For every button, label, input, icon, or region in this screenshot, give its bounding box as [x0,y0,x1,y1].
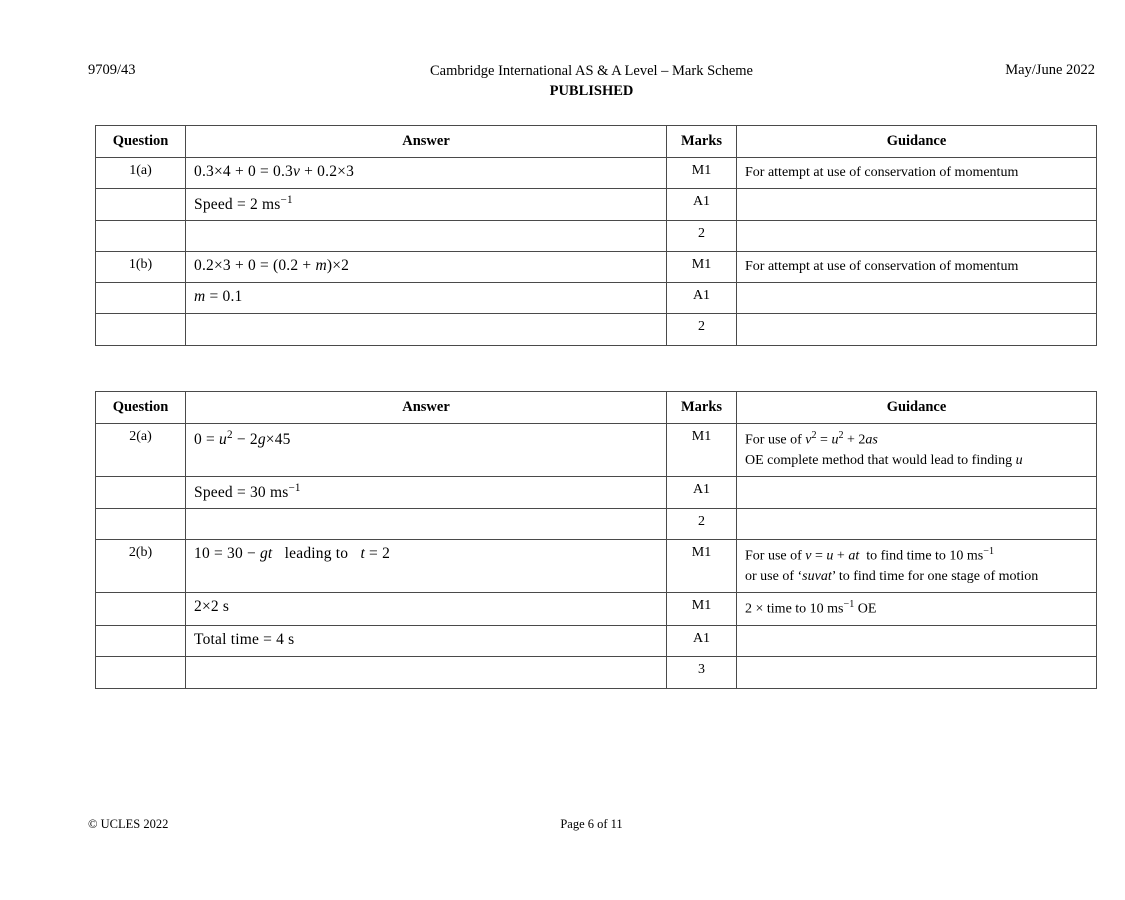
table-row [96,508,1097,539]
marks-cell: 3 [667,657,737,688]
table-row [96,539,1097,592]
marks-cell: M1 [667,424,737,477]
mark-scheme-title: Cambridge International AS & A Level – Mark Scheme [430,63,753,79]
table-row [96,283,1097,314]
column-header-answer: Answer [186,392,667,424]
table-row [96,626,1097,657]
answer-cell [186,220,667,251]
marks-cell: M1 [667,539,737,592]
guidance-cell [737,314,1097,345]
column-header-marks: Marks [667,392,737,424]
answer-cell: m = 0.1 [186,283,667,314]
answer-cell: Speed = 2 $ms^{-1}$ [186,189,667,220]
question-2-table [95,391,1097,689]
table-row [96,314,1097,345]
question-label [96,477,186,508]
guidance-cell [737,220,1097,251]
question-label [96,220,186,251]
marks-cell: M1 [667,251,737,282]
table-row [96,220,1097,251]
guidance-cell [737,508,1097,539]
marks-cell: 2 [667,314,737,345]
page-number: Page 6 of 11 [560,817,623,831]
column-header-question: Question [96,392,186,424]
column-header-marks: Marks [667,126,737,158]
table-row [96,593,1097,626]
column-header-question: Question [96,126,186,158]
question-label [96,657,186,688]
question-1-table [95,125,1097,346]
question-label [96,314,186,345]
marks-cell: A1 [667,189,737,220]
guidance-cell: 2 × time to 10 $ms^{-1}$ OE [737,593,1097,626]
column-header-guidance: Guidance [737,392,1097,424]
answer-cell: 10 = 30 − gt leading to t = 2 [186,539,667,592]
page-header [88,62,1095,101]
column-header-guidance: Guidance [737,126,1097,158]
question-label: 2(a) [96,424,186,477]
question-label: 1(b) [96,251,186,282]
header-title-block [268,62,915,101]
guidance-cell: For use of $v^2 = u^2 + 2as$ OE complete method that would lead to finding u [737,424,1097,477]
paper-code: 9709/43 [88,62,136,78]
question-label [96,593,186,626]
copyright-notice: © UCLES 2022 [88,817,169,831]
marks-cell: 2 [667,508,737,539]
answer-cell: 2×2 s [186,593,667,626]
table-body [96,424,1097,689]
table-row [96,424,1097,477]
answer-cell [186,508,667,539]
guidance-cell [737,657,1097,688]
answer-cell: Speed = 30 $ms^{-1}$ [186,477,667,508]
question-label [96,508,186,539]
table-row [96,158,1097,189]
question-label: 1(a) [96,158,186,189]
question-label: 2(b) [96,539,186,592]
marks-cell: A1 [667,626,737,657]
page-footer [88,817,1095,832]
guidance-cell: For attempt at use of conservation of momentum [737,251,1097,282]
marks-cell: A1 [667,477,737,508]
guidance-cell [737,189,1097,220]
marks-cell: 2 [667,220,737,251]
question-label [96,189,186,220]
table-row [96,251,1097,282]
guidance-cell [737,283,1097,314]
table-row [96,657,1097,688]
table-row [96,477,1097,508]
marks-cell: M1 [667,158,737,189]
exam-session: May/June 2022 [1005,62,1095,78]
table-header-row [96,392,1097,424]
answer-cell [186,314,667,345]
answer-cell: Total time = 4 s [186,626,667,657]
answer-cell [186,657,667,688]
answer-cell: 0.3×4 + 0 = 0.3v + 0.2×3 [186,158,667,189]
answer-cell: $0 = u^2 - 2g\times 45$ [186,424,667,477]
question-label [96,626,186,657]
table-row [96,189,1097,220]
column-header-answer: Answer [186,126,667,158]
marks-cell: M1 [667,593,737,626]
question-label [96,283,186,314]
table-body [96,158,1097,346]
marks-cell: A1 [667,283,737,314]
answer-cell: 0.2×3 + 0 = (0.2 + m)×2 [186,251,667,282]
guidance-cell: For use of v = u + at to find time to 10 $ms^{-1}$ or use of ‘suvat’ to find time for one stage of motion [737,539,1097,592]
guidance-cell [737,626,1097,657]
guidance-cell [737,477,1097,508]
guidance-cell: For attempt at use of conservation of momentum [737,158,1097,189]
table-header-row [96,126,1097,158]
published-label: PUBLISHED [549,82,634,99]
